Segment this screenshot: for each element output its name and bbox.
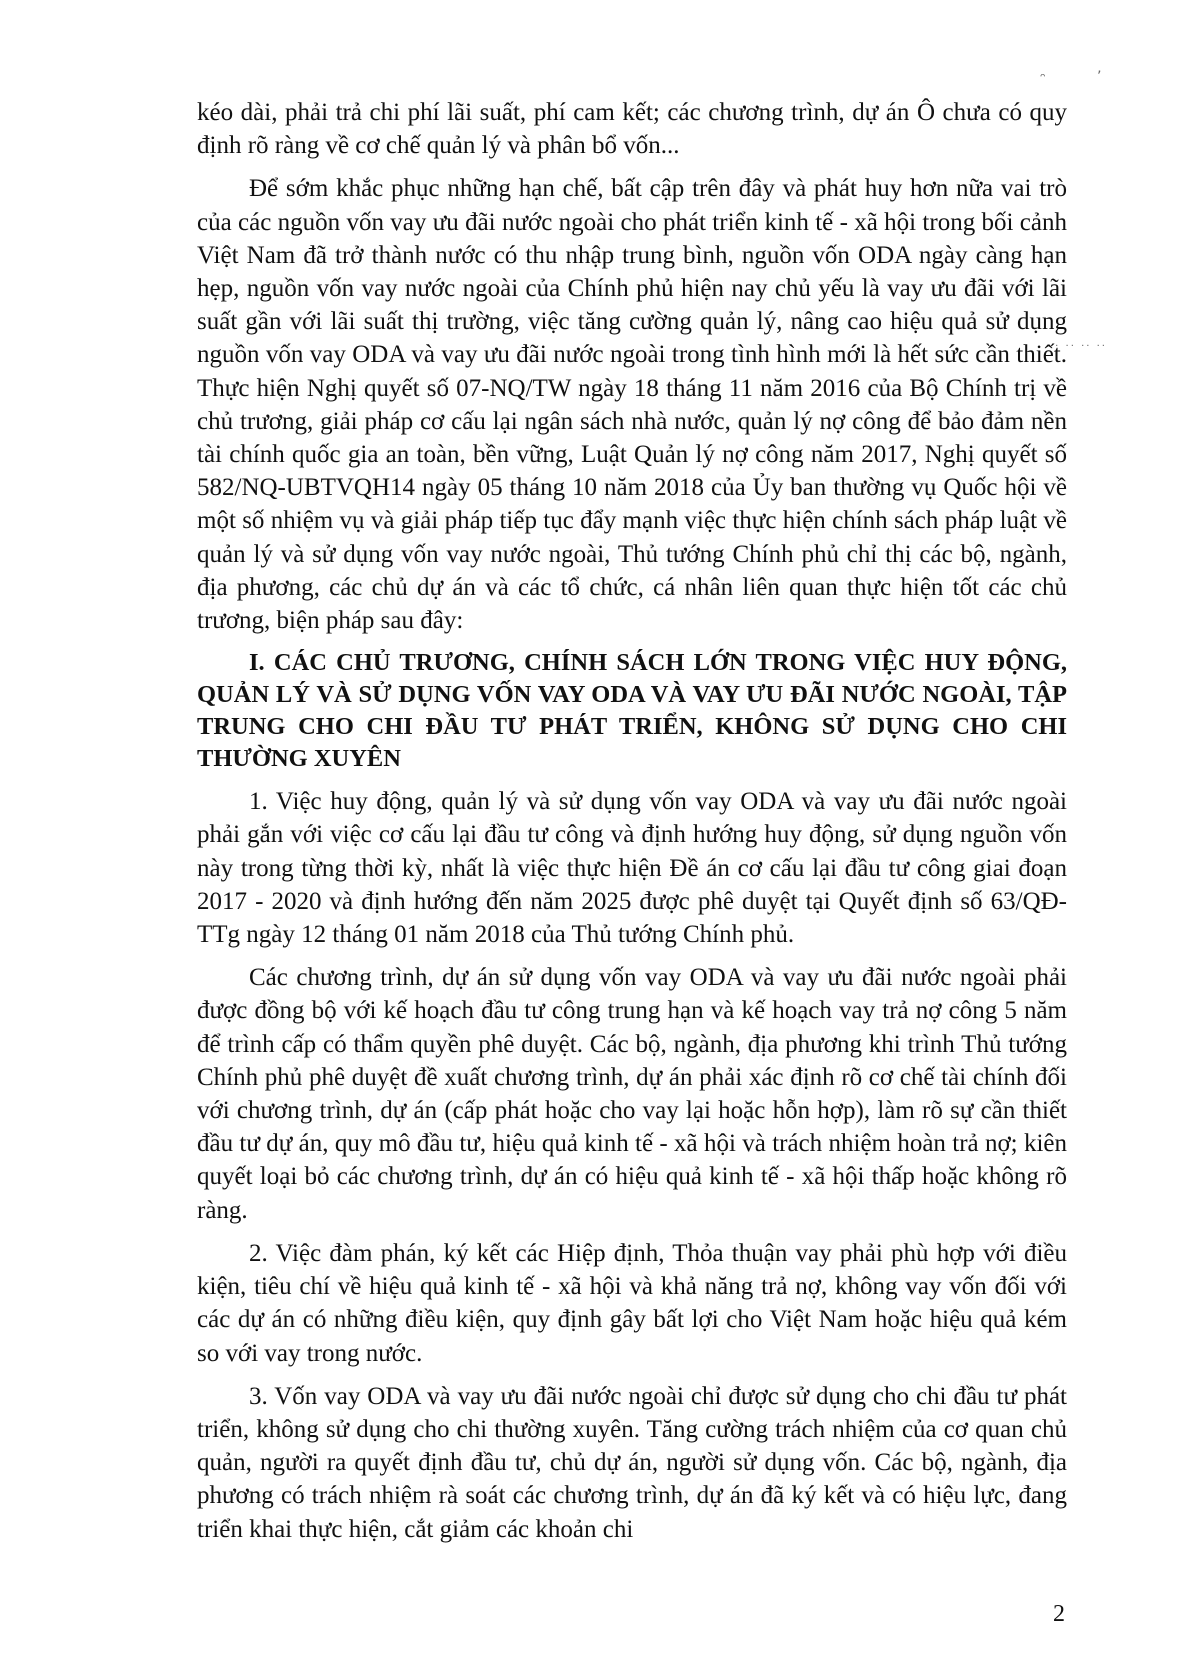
scan-artifact-mark: ᵔ (1040, 71, 1046, 87)
scan-artifact-mark: ·· ·· ·· ·· (1050, 341, 1107, 352)
paragraph-item-3: 3. Vốn vay ODA và vay ưu đãi nước ngoài chỉ được sử dụng cho chi đầu tư phát triển, không sử dụng cho chi thường xuyên. Tăng cường trách nhiệm của cơ quan chủ quản, người ra quyết định đầu tư, chủ dự án, người sử dụng vốn. Các bộ, ngành, địa phương có trách nhiệm rà soát các chương trình, dự án đã ký kết và có hiệu lực, đang triển khai thực hiện, cắt giảm các khoản chi (197, 1382, 1067, 1543)
paragraph-item-2: 2. Việc đàm phán, ký kết các Hiệp định, Thỏa thuận vay phải phù hợp với điều kiện, tiêu chí về hiệu quả kinh tế - xã hội và khả năng trả nợ, không vay vốn đối với các dự án có những điều kiện, quy định gây bất lợi cho Việt Nam hoặc hiệu quả kém so với vay trong nước. (197, 1239, 1067, 1367)
paragraph-programs: Các chương trình, dự án sử dụng vốn vay ODA và vay ưu đãi nước ngoài phải được đồng bộ với kế hoạch đầu tư công trung hạn và kế hoạch vay trả nợ công 5 năm để trình cấp có thẩm quyền phê duyệt. Các bộ, ngành, địa phương khi trình Thủ tướng Chính phủ phê duyệt đề xuất chương trình, dự án phải xác định rõ cơ chế tài chính đối với chương trình, dự án (cấp phát hoặc cho vay lại hoặc hỗn hợp), làm rõ sự cần thiết đầu tư dự án, quy mô đầu tư, hiệu quả kinh tế - xã hội và trách nhiệm hoàn trả nợ; kiên quyết loại bỏ các chương trình, dự án có hiệu quả kinh tế - xã hội thấp hoặc không rõ ràng. (197, 964, 1067, 1224)
document-body (197, 96, 1067, 1556)
paragraph-introduction: Để sớm khắc phục những hạn chế, bất cập trên đây và phát huy hơn nữa vai trò của các nguồn vốn vay ưu đãi nước ngoài cho phát triển kinh tế - xã hội trong bối cảnh Việt Nam đã trở thành nước có thu nhập trung bình, nguồn vốn ODA ngày càng hạn hẹp, nguồn vốn vay nước ngoài của Chính phủ hiện nay chủ yếu là vay ưu đãi với lãi suất gần với lãi suất thị trường, việc tăng cường quản lý, nâng cao hiệu quả sử dụng nguồn vốn vay ODA và vay ưu đãi nước ngoài trong tình hình mới là hết sức cần thiết. Thực hiện Nghị quyết số 07-NQ/TW ngày 18 tháng 11 năm 2016 của Bộ Chính trị về chủ trương, giải pháp cơ cấu lại ngân sách nhà nước, quản lý nợ công để bảo đảm nền tài chính quốc gia an toàn, bền vững, Luật Quản lý nợ công năm 2017, Nghị quyết số 582/NQ-UBTVQH14 ngày 05 tháng 10 năm 2018 của Ủy ban thường vụ Quốc hội về một số nhiệm vụ và giải pháp tiếp tục đẩy mạnh việc thực hiện chính sách pháp luật về quản lý và sử dụng vốn vay nước ngoài, Thủ tướng Chính phủ chỉ thị các bộ, ngành, địa phương, các chủ dự án và các tổ chức, cá nhân liên quan thực hiện tốt các chủ trương, biện pháp sau đây: (197, 175, 1067, 635)
section-heading-i: I. CÁC CHỦ TRƯƠNG, CHÍNH SÁCH LỚN TRONG VIỆC HUY ĐỘNG, QUẢN LÝ VÀ SỬ DỤNG VỐN VAY ODA VÀ VAY ƯU ĐÃI NƯỚC NGOÀI, TẬP TRUNG CHO CHI ĐẦU TƯ PHÁT TRIỂN, KHÔNG SỬ DỤNG CHO CHI THƯỜNG XUYÊN (197, 649, 1067, 773)
page-number: 2 (1053, 1601, 1065, 1627)
scan-artifact-mark: ’ (1097, 69, 1102, 85)
paragraph-item-1: 1. Việc huy động, quản lý và sử dụng vốn vay ODA và vay ưu đãi nước ngoài phải gắn với việc cơ cấu lại đầu tư công và định hướng huy động, sử dụng nguồn vốn này trong từng thời kỳ, nhất là việc thực hiện Đề án cơ cấu lại đầu tư công giai đoạn 2017 - 2020 và định hướng đến năm 2025 được phê duyệt tại Quyết định số 63/QĐ-TTg ngày 12 tháng 01 năm 2018 của Thủ tướng Chính phủ. (197, 788, 1067, 949)
paragraph-continuation: kéo dài, phải trả chi phí lãi suất, phí cam kết; các chương trình, dự án Ô chưa có quy định rõ ràng về cơ chế quản lý và phân bổ vốn... (197, 99, 1067, 160)
